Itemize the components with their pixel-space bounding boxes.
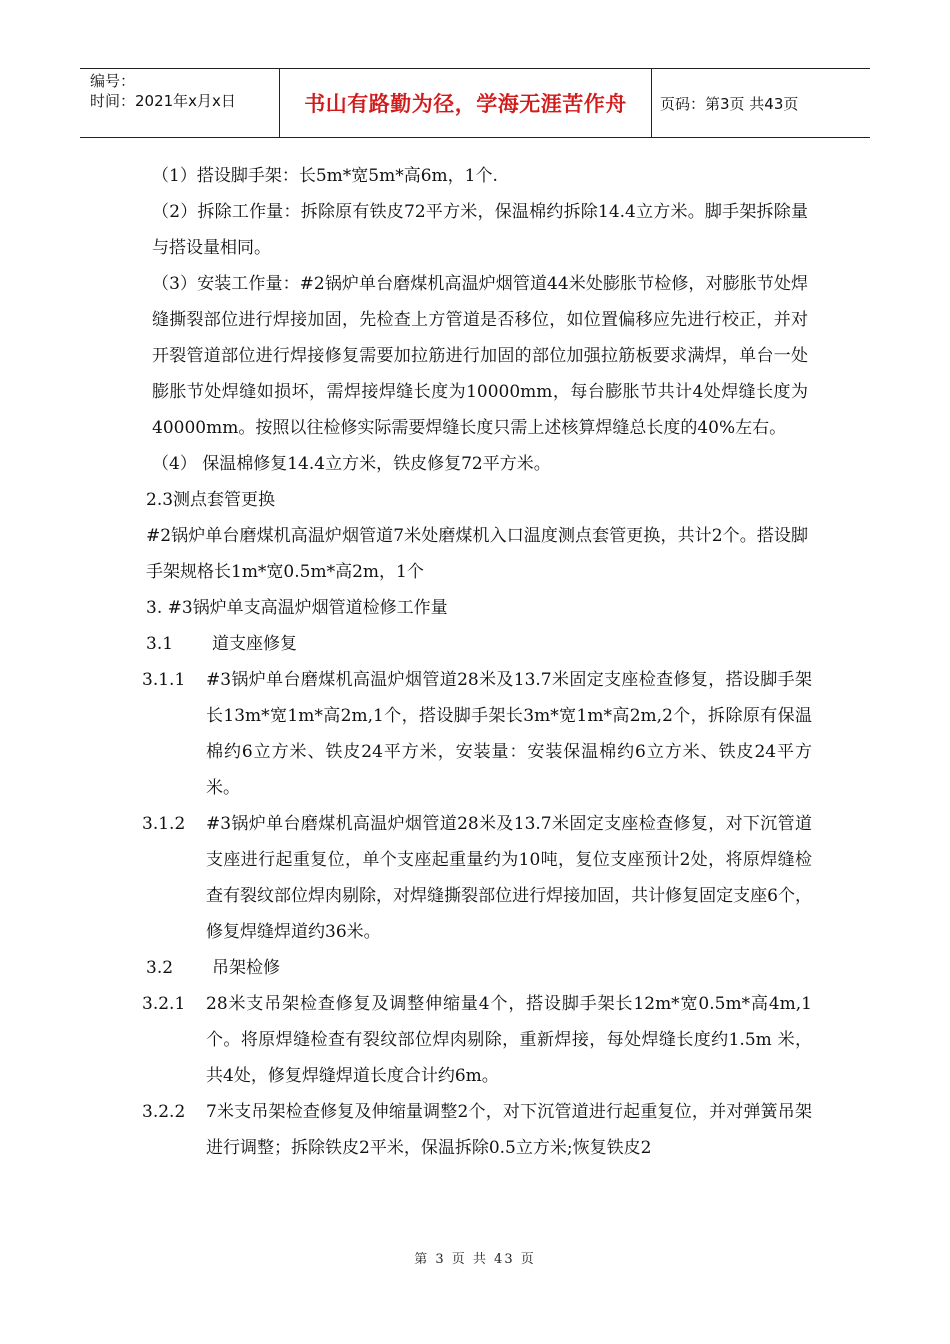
header-code-label: 编号： <box>90 72 136 90</box>
page-header <box>80 68 870 138</box>
paragraph-scaffold: （1）搭设脚手架：长5m*宽5m*高6m，1个. <box>152 166 498 186</box>
item-3-2-2 <box>142 1094 812 1166</box>
section-number: 3.1 <box>146 634 174 654</box>
section-title: 道支座修复 <box>212 634 297 654</box>
item-text: #3锅炉单台磨煤机高温炉烟管道28米及13.7米固定支座检查修复，搭设脚手架长13m*宽1m*高2m,1个，搭设脚手架长3m*宽1m*高2m,2个，拆除原有保温棉约6立方米、铁皮24平方米，安装量：安装保温棉约6立方米、铁皮24平方米。 <box>206 670 812 798</box>
header-meta <box>80 69 280 137</box>
item-text: 28米支吊架检查修复及调整伸缩量4个，搭设脚手架长12m*宽0.5m*高4m,1个。将原焊缝检查有裂纹部位焊肉剔除，重新焊接，每处焊缝长度约1.5m 米，共4处，修复焊缝焊道长度合计约6m。 <box>206 994 812 1086</box>
header-date-label: 时间：2021年x月x日 <box>90 92 236 110</box>
item-text: #3锅炉单台磨煤机高温炉烟管道28米及13.7米固定支座检查修复，对下沉管道支座进行起重复位，单个支座起重量约为10吨，复位支座预计2处，将原焊缝检查有裂纹部位焊肉剔除，对焊缝撕裂部位进行焊接加固，共计修复固定支座6个，修复焊缝焊道约36米。 <box>206 814 812 942</box>
item-text: 7米支吊架检查修复及伸缩量调整2个，对下沉管道进行起重复位，并对弹簧吊架进行调整；拆除铁皮2平米，保温拆除0.5立方米;恢复铁皮2 <box>206 1102 812 1158</box>
item-3-1-1 <box>142 662 812 806</box>
item-3-2-1 <box>142 986 812 1094</box>
section-number: 3.2 <box>146 958 174 978</box>
section-3-title: 3. #3锅炉单支高温炉烟管道检修工作量 <box>146 598 448 618</box>
section-2-3-body: #2锅炉单台磨煤机高温炉烟管道7米处磨煤机入口温度测点套管更换，共计2个。搭设脚手架规格长1m*宽0.5m*高2m，1个 <box>146 526 808 582</box>
paragraph-installation: （3）安装工作量：#2锅炉单台磨煤机高温炉烟管道44米处膨胀节检修，对膨胀节处焊缝撕裂部位进行焊接加固，先检查上方管道是否移位，如位置偏移应先进行校正，并对开裂管道部位进行焊接修复需要加拉筋进行加固的部位加强拉筋板要求满焊，单台一处膨胀节处焊缝如损坏，需焊接焊缝长度为10000mm，每台膨胀节共计4处焊缝长度为40000mm。按照以往检修实际需要焊缝长度只需上述核算焊缝总长度的40%左右。 <box>152 274 808 438</box>
section-3-1-heading <box>146 626 808 662</box>
item-number: 3.2.1 <box>142 994 186 1014</box>
section-2-3-title: 2.3测点套管更换 <box>146 490 276 510</box>
section-3-2-heading <box>146 950 808 986</box>
section-title: 吊架检修 <box>212 958 280 978</box>
paragraph-insulation-repair: （4） 保温棉修复14.4立方米，铁皮修复72平方米。 <box>152 454 551 474</box>
header-page-info: 页码：第3页 共43页 <box>660 94 799 113</box>
header-motto: 书山有路勤为径，学海无涯苦作舟 <box>280 69 652 137</box>
item-3-1-2 <box>142 806 812 950</box>
item-number: 3.2.2 <box>142 1102 186 1122</box>
item-number: 3.1.1 <box>142 670 186 690</box>
paragraph-removal: （2）拆除工作量：拆除原有铁皮72平方米，保温棉约拆除14.4立方米。脚手架拆除量与搭设量相同。 <box>152 202 808 258</box>
page-footer: 第 3 页 共 43 页 <box>414 1252 536 1267</box>
item-number: 3.1.2 <box>142 814 186 834</box>
document-body <box>142 158 812 1166</box>
